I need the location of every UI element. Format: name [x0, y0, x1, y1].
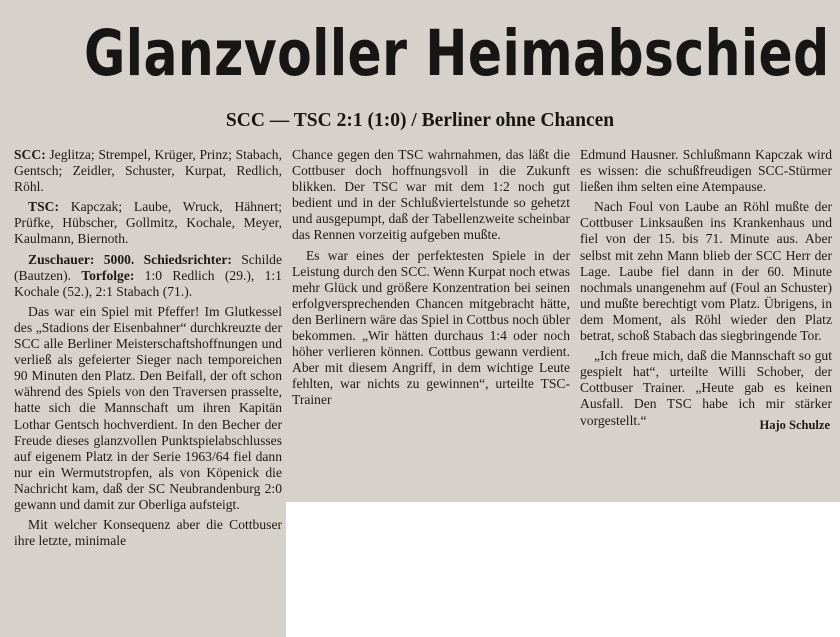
subheadline: SCC — TSC 2:1 (1:0) / Berliner ohne Chancen	[225, 110, 615, 131]
referee-value: Schilde (Bautzen).	[14, 251, 282, 283]
tsc-label: TSC:	[28, 199, 59, 215]
tsc-lineup	[14, 199, 282, 247]
article-paragraph: Chance gegen den TSC wahrnahmen, das läßt die Cottbuser doch hoffnungsvoll in die Zukunft blikken. Der TSC war mit dem 1:2 noch gut bedient und in der Schlußviertelstunde so gehetzt und ausgepumpt, daß der Tabellenzweite scheinbar das Rennen vorzeitig aufgeben mußte.	[292, 147, 570, 243]
article-paragraph: Mit welcher Konsequenz aber die Cottbuser ihre letzte, minimale	[14, 517, 282, 549]
article-paragraph: „Ich freue mich, daß die Mannschaft so gut gespielt hat“, urteilte Willi Schober, der Cottbuser Trainer. „Heute gab es keinen Ausfall. Den TSC habe ich mir stärker vorgestellt.“	[580, 348, 832, 428]
goals-label: Torfolge:	[81, 267, 135, 283]
scc-lineup	[14, 147, 282, 195]
article-paragraph: Edmund Hausner. Schlußmann Kapczak wird es wissen: die schußfreudigen SCC-Stürmer ließen ihm selten eine Atempause.	[580, 147, 832, 195]
goals-value: 1:0 Redlich (29.), 1:1 Kochale (52.), 2:1 Stabach (71.).	[14, 267, 282, 299]
article-column-3	[580, 147, 832, 433]
author-byline: Hajo Schulze	[759, 417, 830, 432]
spectators-label: Zuschauer:	[28, 251, 95, 267]
match-facts	[14, 252, 282, 300]
tsc-players: Kapczak; Laube, Wruck, Hähnert; Prüfke, Hübscher, Gollmitz, Kochale, Meyer, Kaulmann, Biernoth.	[14, 199, 282, 247]
article-column-2	[292, 147, 570, 413]
blank-area	[286, 502, 840, 637]
article-paragraph: Es war eines der perfektesten Spiele in der Leistung durch den SCC. Wenn Kurpat noch etwas mehr Glück und größere Konzentration bei seinen erfolgversprechenden Chancen mitgebracht hätte, den Berlinern wäre das Spiel in Cottbus noch übler bekommen. „Wir hätten durchaus 1:4 oder noch höher verlieren können. Cottbus gewann verdient. Aber mit diesem Angriff, in dem wichtige Leute fehlten, war nichts zu gewinnen“, urteilte TSC-Trainer	[292, 247, 570, 408]
scc-label: SCC:	[14, 147, 46, 162]
referee-label: Schiedsrichter:	[143, 251, 232, 267]
article-paragraph: Das war ein Spiel mit Pfeffer! Im Glutkessel des „Stadions der Eisenbahner“ durchkreuzte der SCC alle Berliner Meisterschaftshoffnungen und verließ als gefeierter Sieger nach temporeichen 90 Minuten den Platz. Den Beifall, der oft schon während des Spiels von den Traversen prasselte, hatte sich die Mannschaft um ihren Kapitän Lothar Gentsch hochverdient. In den Becher der Freude dieses glanzvollen Punktspielabschlusses auf eigenem Platz in der Serie 1963/64 fiel dann nur ein Wermutstropfen, als von Köpenick die Nachricht kam, daß der SC Neubrandenburg 2:0 gewann und damit zur Oberliga aufsteigt.	[14, 303, 282, 512]
article-column-1	[14, 147, 282, 553]
spectators-value: 5000.	[103, 251, 135, 267]
article-paragraph: Nach Foul von Laube an Röhl mußte der Cottbuser Linksaußen ins Krankenhaus und fiel von der 15. bis 71. Minute aus. Aber selbst mit zehn Mann blieb der SCC Herr der Lage. Laube fiel dann in der 60. Minute nochmals unangenehm auf (Foul an Schuster) und mußte berechtigt vom Platz. Übrigens, in dem Moment, als Röhl wieder den Platz betrat, schoß Stabach das siegbringende Tor.	[580, 199, 832, 344]
headline: Glanzvoller Heimabschied	[84, 17, 830, 90]
scc-players: Jeglitza; Strempel, Krüger, Prinz; Stabach, Gentsch; Zeidler, Schuster, Kurpat, Redlich, Röhl.	[14, 147, 282, 195]
